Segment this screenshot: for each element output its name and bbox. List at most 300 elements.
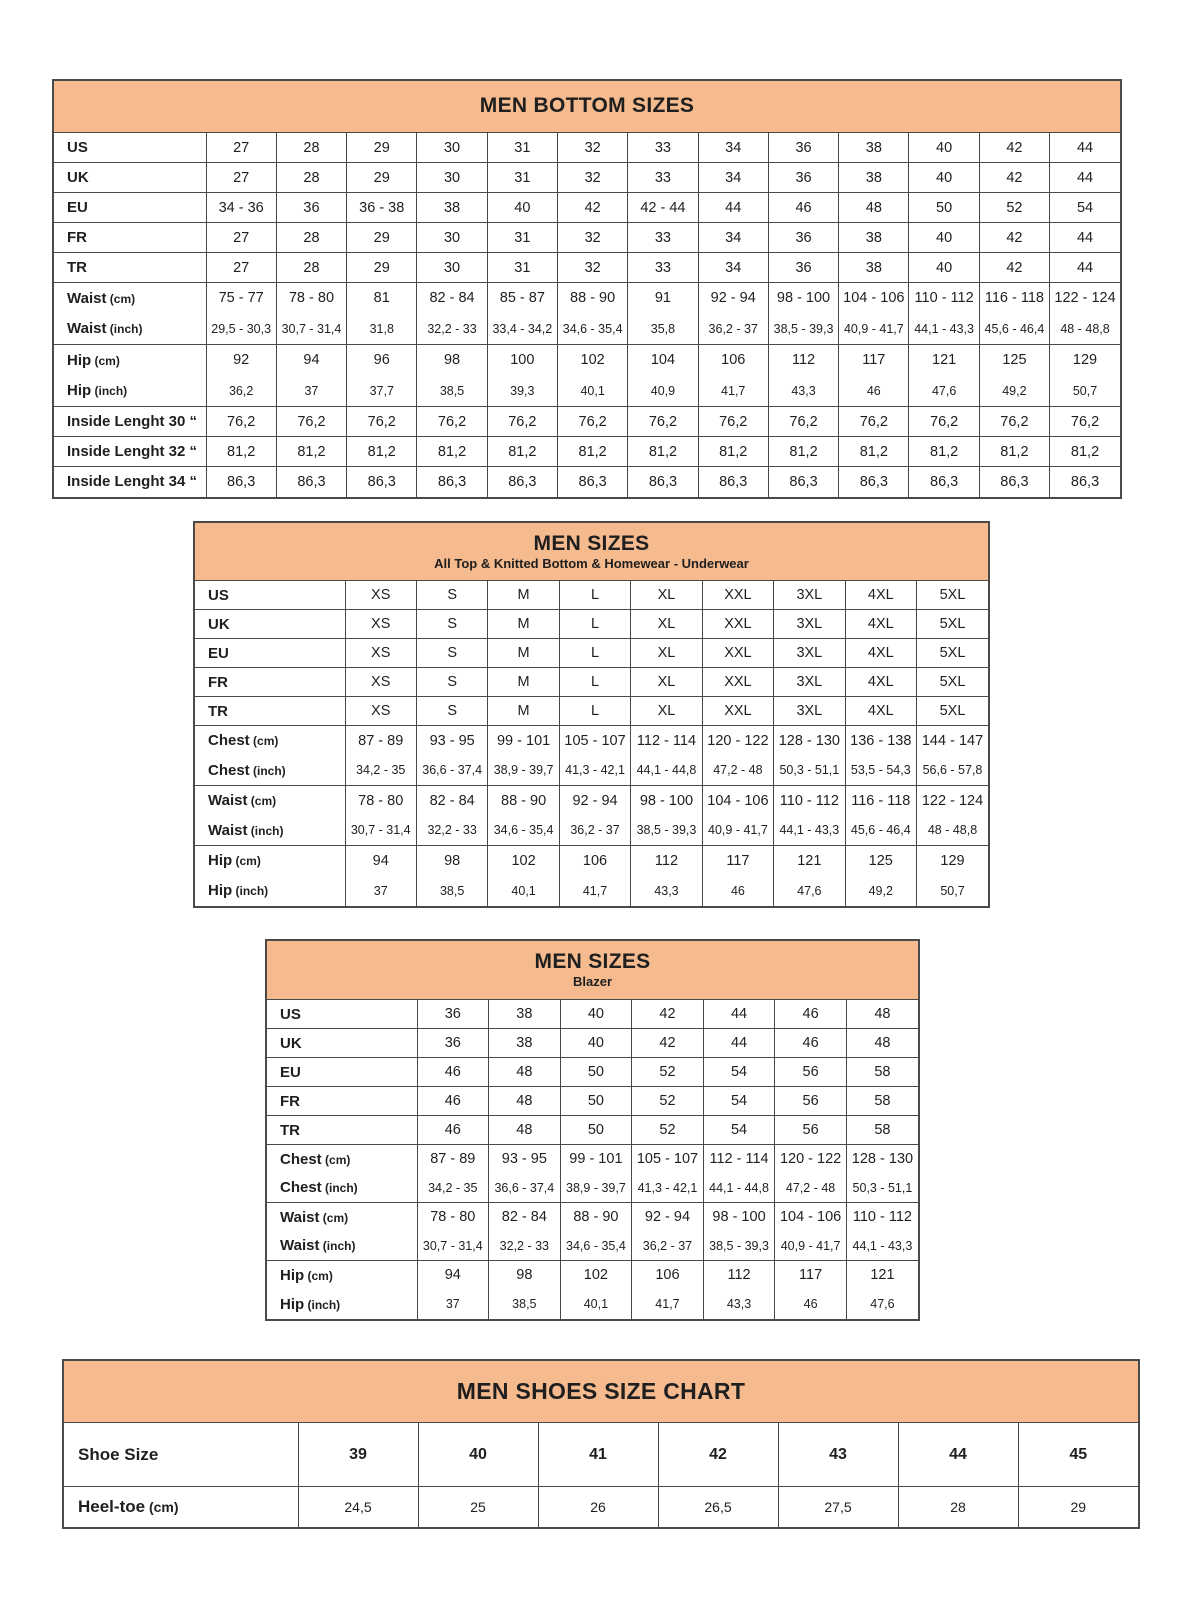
size-cell: 136 - 138 (845, 726, 916, 756)
size-cell: 44 (898, 1423, 1018, 1487)
size-grid (64, 1422, 1138, 1527)
row-label: FR (67, 229, 87, 246)
row-label: EU (280, 1063, 301, 1081)
row-label: Chest (cm) (280, 1150, 351, 1168)
table-row (195, 697, 988, 726)
size-cell: 33 (628, 163, 698, 193)
table-row (54, 437, 1120, 467)
size-cell: 100 (487, 345, 557, 376)
table-row (54, 467, 1120, 497)
size-cell: 48 (489, 1087, 561, 1116)
size-cell: 86,3 (839, 467, 909, 497)
size-cell: 120 - 122 (775, 1145, 847, 1174)
row-label: Waist (cm) (280, 1208, 349, 1226)
size-cell: 86,3 (768, 467, 838, 497)
size-cell: 48 (839, 193, 909, 223)
size-cell: 4XL (845, 668, 916, 697)
size-cell: 40 (418, 1423, 538, 1487)
size-cell: 34 (698, 223, 768, 253)
size-cell: 45,6 - 46,4 (845, 816, 916, 846)
size-cell: 42 (658, 1423, 778, 1487)
row-label: Hip (cm) (67, 351, 120, 369)
size-cell: 29 (347, 133, 417, 163)
size-cell: 46 (839, 376, 909, 407)
size-cell: 34,6 - 35,4 (488, 816, 559, 846)
size-cell: 50 (560, 1116, 632, 1145)
size-cell: 76,2 (839, 407, 909, 437)
size-cell: 46 (768, 193, 838, 223)
row-label: Hip (cm) (280, 1266, 333, 1284)
size-cell: M (488, 668, 559, 697)
size-cell: 26 (538, 1487, 658, 1527)
size-cell: 44 (698, 193, 768, 223)
size-cell: 34 - 36 (206, 193, 276, 223)
size-cell: 28 (276, 163, 346, 193)
row-label: FR (208, 673, 228, 691)
size-cell: 37,7 (347, 376, 417, 407)
size-cell: 43,3 (768, 376, 838, 407)
size-cell: XXL (702, 668, 773, 697)
size-cell: 52 (632, 1116, 704, 1145)
size-cell: 52 (979, 193, 1049, 223)
table-row (267, 1290, 918, 1319)
size-cell: 37 (345, 876, 416, 906)
row-label: Waist (inch) (67, 320, 143, 338)
size-cell: 44 (703, 1029, 775, 1058)
size-cell: 81,2 (487, 437, 557, 467)
size-cell: 49,2 (979, 376, 1049, 407)
size-cell: XL (631, 639, 702, 668)
size-cell: 50 (560, 1058, 632, 1087)
size-cell: 110 - 112 (774, 786, 845, 816)
size-cell: 36,6 - 37,4 (489, 1174, 561, 1203)
table-row (195, 756, 988, 786)
size-cell: 32,2 - 33 (416, 816, 487, 846)
table-row (267, 1116, 918, 1145)
size-cell: 52 (632, 1058, 704, 1087)
size-cell: 106 (632, 1261, 704, 1290)
size-cell: 46 (775, 1000, 847, 1029)
size-cell: 46 (417, 1058, 489, 1087)
size-cell: 82 - 84 (416, 786, 487, 816)
size-cell: 81,2 (909, 437, 979, 467)
size-cell: 4XL (845, 639, 916, 668)
size-cell: 106 (559, 846, 630, 876)
size-cell: 50 (909, 193, 979, 223)
size-cell: 86,3 (206, 467, 276, 497)
size-cell: 41,7 (559, 876, 630, 906)
size-cell: 28 (276, 253, 346, 283)
size-cell: 81,2 (768, 437, 838, 467)
size-cell: XXL (702, 639, 773, 668)
size-cell: 120 - 122 (702, 726, 773, 756)
size-cell: 47,2 - 48 (775, 1174, 847, 1203)
size-cell: 47,6 (774, 876, 845, 906)
table-row (54, 163, 1120, 193)
table-row (195, 610, 988, 639)
size-cell: 81 (347, 283, 417, 314)
size-cell: 54 (703, 1058, 775, 1087)
size-cell: 34 (698, 253, 768, 283)
size-cell: 38 (839, 133, 909, 163)
size-cell: 104 - 106 (775, 1203, 847, 1232)
size-cell: 29 (347, 223, 417, 253)
size-cell: 32 (557, 253, 627, 283)
row-label: Waist (cm) (208, 792, 277, 810)
size-cell: 86,3 (276, 467, 346, 497)
size-cell: 28 (898, 1487, 1018, 1527)
row-label: Hip (cm) (208, 852, 261, 870)
size-cell: 36 (276, 193, 346, 223)
size-cell: S (416, 610, 487, 639)
men-bottom-sizes-table (52, 79, 1122, 499)
size-cell: 30,7 - 31,4 (417, 1232, 489, 1261)
size-cell: 42 (979, 223, 1049, 253)
size-cell: 38 (489, 1000, 561, 1029)
size-cell: 54 (703, 1116, 775, 1145)
size-cell: 56 (775, 1116, 847, 1145)
size-cell: 32,2 - 33 (489, 1232, 561, 1261)
size-cell: 34,2 - 35 (417, 1174, 489, 1203)
size-cell: 85 - 87 (487, 283, 557, 314)
size-cell: S (416, 639, 487, 668)
size-cell: 44,1 - 44,8 (631, 756, 702, 786)
size-cell: 27 (206, 163, 276, 193)
table-row (54, 314, 1120, 345)
size-cell: M (488, 639, 559, 668)
size-cell: 27 (206, 223, 276, 253)
size-cell: 105 - 107 (559, 726, 630, 756)
size-cell: 43 (778, 1423, 898, 1487)
size-cell: 5XL (917, 668, 989, 697)
size-cell: 40,9 (628, 376, 698, 407)
size-cell: 81,2 (979, 437, 1049, 467)
size-cell: 93 - 95 (489, 1145, 561, 1174)
size-cell: 5XL (917, 639, 989, 668)
size-cell: 58 (846, 1087, 918, 1116)
size-cell: 58 (846, 1058, 918, 1087)
row-label: EU (208, 644, 229, 662)
size-cell: 48 (846, 1000, 918, 1029)
size-cell: 29 (1018, 1487, 1138, 1527)
size-cell: 94 (417, 1261, 489, 1290)
size-cell: 76,2 (698, 407, 768, 437)
table-row (267, 1029, 918, 1058)
size-cell: XXL (702, 697, 773, 726)
size-cell: 44 (1050, 253, 1120, 283)
size-cell: 45 (1018, 1423, 1138, 1487)
size-cell: 40 (909, 163, 979, 193)
row-label: UK (280, 1034, 302, 1052)
size-cell: XS (345, 610, 416, 639)
table-header (267, 941, 918, 999)
size-cell: 76,2 (417, 407, 487, 437)
size-cell: 3XL (774, 697, 845, 726)
size-cell: 5XL (917, 697, 989, 726)
size-cell: 42 (632, 1000, 704, 1029)
table-subtitle: All Top & Knitted Bottom & Homewear - Underwear (434, 555, 749, 571)
size-cell: 34 (698, 163, 768, 193)
size-cell: 31 (487, 133, 557, 163)
size-cell: 25 (418, 1487, 538, 1527)
table-row (54, 253, 1120, 283)
size-cell: 86,3 (909, 467, 979, 497)
size-cell: 144 - 147 (917, 726, 989, 756)
table-row (267, 1087, 918, 1116)
size-cell: 43,3 (631, 876, 702, 906)
size-cell: 81,2 (628, 437, 698, 467)
size-cell: M (488, 581, 559, 610)
size-cell: 4XL (845, 581, 916, 610)
table-row (267, 1000, 918, 1029)
size-cell: 76,2 (487, 407, 557, 437)
size-cell: 76,2 (206, 407, 276, 437)
size-cell: 75 - 77 (206, 283, 276, 314)
size-cell: 48 (489, 1058, 561, 1087)
size-cell: 38 (839, 223, 909, 253)
size-cell: 53,5 - 54,3 (845, 756, 916, 786)
size-cell: 36,2 (206, 376, 276, 407)
size-cell: 38,5 (417, 376, 487, 407)
size-cell: 47,2 - 48 (702, 756, 773, 786)
size-cell: 122 - 124 (1050, 283, 1120, 314)
table-subtitle: Blazer (572, 974, 613, 990)
size-cell: 44,1 - 43,3 (774, 816, 845, 846)
size-cell: 31,8 (347, 314, 417, 345)
table-row (195, 668, 988, 697)
table-row (195, 876, 988, 906)
size-cell: 36,6 - 37,4 (416, 756, 487, 786)
table-row (54, 407, 1120, 437)
size-cell: 40 (909, 133, 979, 163)
size-cell: 38,9 - 39,7 (560, 1174, 632, 1203)
size-cell: 102 (560, 1261, 632, 1290)
size-cell: 106 (698, 345, 768, 376)
size-cell: 39 (298, 1423, 418, 1487)
size-cell: 37 (276, 376, 346, 407)
size-cell: 54 (703, 1087, 775, 1116)
size-cell: 81,2 (839, 437, 909, 467)
size-cell: 30 (417, 163, 487, 193)
size-cell: 32 (557, 223, 627, 253)
size-cell: 56 (775, 1058, 847, 1087)
size-cell: 38,5 - 39,3 (703, 1232, 775, 1261)
size-cell: 56 (775, 1087, 847, 1116)
size-cell: 26,5 (658, 1487, 778, 1527)
size-cell: 30 (417, 223, 487, 253)
size-cell: 81,2 (417, 437, 487, 467)
size-cell: 36,2 - 37 (632, 1232, 704, 1261)
size-cell: 34 (698, 133, 768, 163)
table-title: MEN SIZES (534, 950, 651, 974)
size-cell: 38,5 (416, 876, 487, 906)
men-sizes-blazer-table (265, 939, 920, 1321)
size-cell: 36 - 38 (347, 193, 417, 223)
size-cell: 76,2 (276, 407, 346, 437)
size-cell: 44,1 - 43,3 (909, 314, 979, 345)
size-cell: 41,3 - 42,1 (559, 756, 630, 786)
size-cell: 40,1 (557, 376, 627, 407)
size-cell: 44,1 - 44,8 (703, 1174, 775, 1203)
size-cell: XS (345, 697, 416, 726)
size-cell: M (488, 610, 559, 639)
size-cell: 38 (417, 193, 487, 223)
size-cell: 36 (768, 163, 838, 193)
size-cell: 3XL (774, 668, 845, 697)
size-cell: 92 - 94 (632, 1203, 704, 1232)
size-cell: 36 (768, 223, 838, 253)
size-cell: 104 - 106 (702, 786, 773, 816)
table-row (267, 1261, 918, 1290)
size-cell: 33 (628, 253, 698, 283)
size-cell: 32,2 - 33 (417, 314, 487, 345)
size-cell: 40,9 - 41,7 (775, 1232, 847, 1261)
size-cell: 39,3 (487, 376, 557, 407)
table-row (54, 283, 1120, 314)
table-row (195, 726, 988, 756)
size-cell: 98 - 100 (768, 283, 838, 314)
size-cell: 3XL (774, 581, 845, 610)
size-cell: 88 - 90 (488, 786, 559, 816)
size-grid (267, 999, 918, 1319)
size-cell: 32 (557, 133, 627, 163)
table-row (54, 133, 1120, 163)
size-cell: 86,3 (347, 467, 417, 497)
size-cell: 81,2 (557, 437, 627, 467)
size-cell: 31 (487, 223, 557, 253)
size-cell: 46 (775, 1290, 847, 1319)
size-cell: 36,2 - 37 (698, 314, 768, 345)
table-row (267, 1174, 918, 1203)
size-cell: 48 - 48,8 (1050, 314, 1120, 345)
size-cell: 81,2 (1050, 437, 1120, 467)
size-cell: 36 (768, 253, 838, 283)
size-cell: 110 - 112 (909, 283, 979, 314)
men-shoes-size-table (62, 1359, 1140, 1529)
size-cell: 36 (417, 1000, 489, 1029)
size-cell: 76,2 (628, 407, 698, 437)
size-cell: 33 (628, 223, 698, 253)
size-cell: 50,7 (917, 876, 989, 906)
size-cell: 86,3 (628, 467, 698, 497)
table-row (267, 1203, 918, 1232)
table-row (64, 1487, 1138, 1527)
size-cell: 35,8 (628, 314, 698, 345)
size-cell: 98 (489, 1261, 561, 1290)
size-cell: 78 - 80 (276, 283, 346, 314)
size-cell: 46 (702, 876, 773, 906)
size-cell: 28 (276, 133, 346, 163)
size-cell: 38,5 (489, 1290, 561, 1319)
size-cell: 50,3 - 51,1 (774, 756, 845, 786)
row-label: TR (280, 1121, 300, 1139)
size-cell: XXL (702, 610, 773, 639)
table-row (195, 816, 988, 846)
size-grid (54, 132, 1120, 497)
size-cell: 47,6 (846, 1290, 918, 1319)
table-row (195, 786, 988, 816)
size-cell: 87 - 89 (417, 1145, 489, 1174)
size-cell: 76,2 (557, 407, 627, 437)
size-cell: 86,3 (487, 467, 557, 497)
table-row (54, 376, 1120, 407)
row-label: Hip (inch) (208, 882, 269, 899)
size-cell: L (559, 639, 630, 668)
size-cell: 102 (557, 345, 627, 376)
size-cell: 44 (703, 1000, 775, 1029)
size-cell: XL (631, 581, 702, 610)
size-cell: 38 (489, 1029, 561, 1058)
table-row (195, 581, 988, 610)
size-cell: 81,2 (276, 437, 346, 467)
size-cell: 38,5 - 39,3 (768, 314, 838, 345)
size-cell: 56,6 - 57,8 (917, 756, 989, 786)
row-label: TR (208, 702, 228, 720)
size-cell: XS (345, 639, 416, 668)
size-cell: 50,7 (1050, 376, 1120, 407)
size-cell: XL (631, 668, 702, 697)
size-cell: 129 (917, 846, 989, 876)
table-title: MEN SHOES SIZE CHART (456, 1378, 746, 1405)
size-cell: 78 - 80 (345, 786, 416, 816)
size-cell: 41 (538, 1423, 658, 1487)
size-cell: 92 - 94 (559, 786, 630, 816)
table-row (54, 345, 1120, 376)
size-grid (195, 580, 988, 906)
size-cell: 36 (768, 133, 838, 163)
row-label: US (67, 139, 88, 156)
size-cell: 40 (560, 1029, 632, 1058)
size-cell: L (559, 668, 630, 697)
size-cell: 32 (557, 163, 627, 193)
size-cell: 98 (417, 345, 487, 376)
size-cell: S (416, 581, 487, 610)
size-cell: 49,2 (845, 876, 916, 906)
size-cell: 117 (839, 345, 909, 376)
row-label: Chest (inch) (280, 1179, 358, 1197)
size-cell: 48 - 48,8 (917, 816, 989, 846)
size-cell: XL (631, 697, 702, 726)
size-cell: 45,6 - 46,4 (979, 314, 1049, 345)
size-cell: 40 (909, 223, 979, 253)
size-cell: 81,2 (347, 437, 417, 467)
size-cell: 24,5 (298, 1487, 418, 1527)
size-cell: 37 (417, 1290, 489, 1319)
size-cell: L (559, 581, 630, 610)
size-cell: 47,6 (909, 376, 979, 407)
size-cell: 34,2 - 35 (345, 756, 416, 786)
size-cell: 91 (628, 283, 698, 314)
size-cell: 42 (979, 133, 1049, 163)
table-header (195, 523, 988, 580)
size-cell: 41,3 - 42,1 (632, 1174, 704, 1203)
size-cell: 27,5 (778, 1487, 898, 1527)
size-cell: 36 (417, 1029, 489, 1058)
size-cell: XS (345, 581, 416, 610)
size-cell: XS (345, 668, 416, 697)
size-cell: 48 (846, 1029, 918, 1058)
size-cell: 88 - 90 (560, 1203, 632, 1232)
size-cell: 125 (979, 345, 1049, 376)
size-cell: 38 (839, 163, 909, 193)
size-cell: 42 - 44 (628, 193, 698, 223)
row-label: Heel-toe (cm) (78, 1496, 179, 1516)
row-label: US (208, 586, 229, 604)
size-cell: 36,2 - 37 (559, 816, 630, 846)
size-cell: 112 (768, 345, 838, 376)
row-label: Inside Lenght 30 “ (67, 413, 198, 430)
table-row (195, 639, 988, 668)
